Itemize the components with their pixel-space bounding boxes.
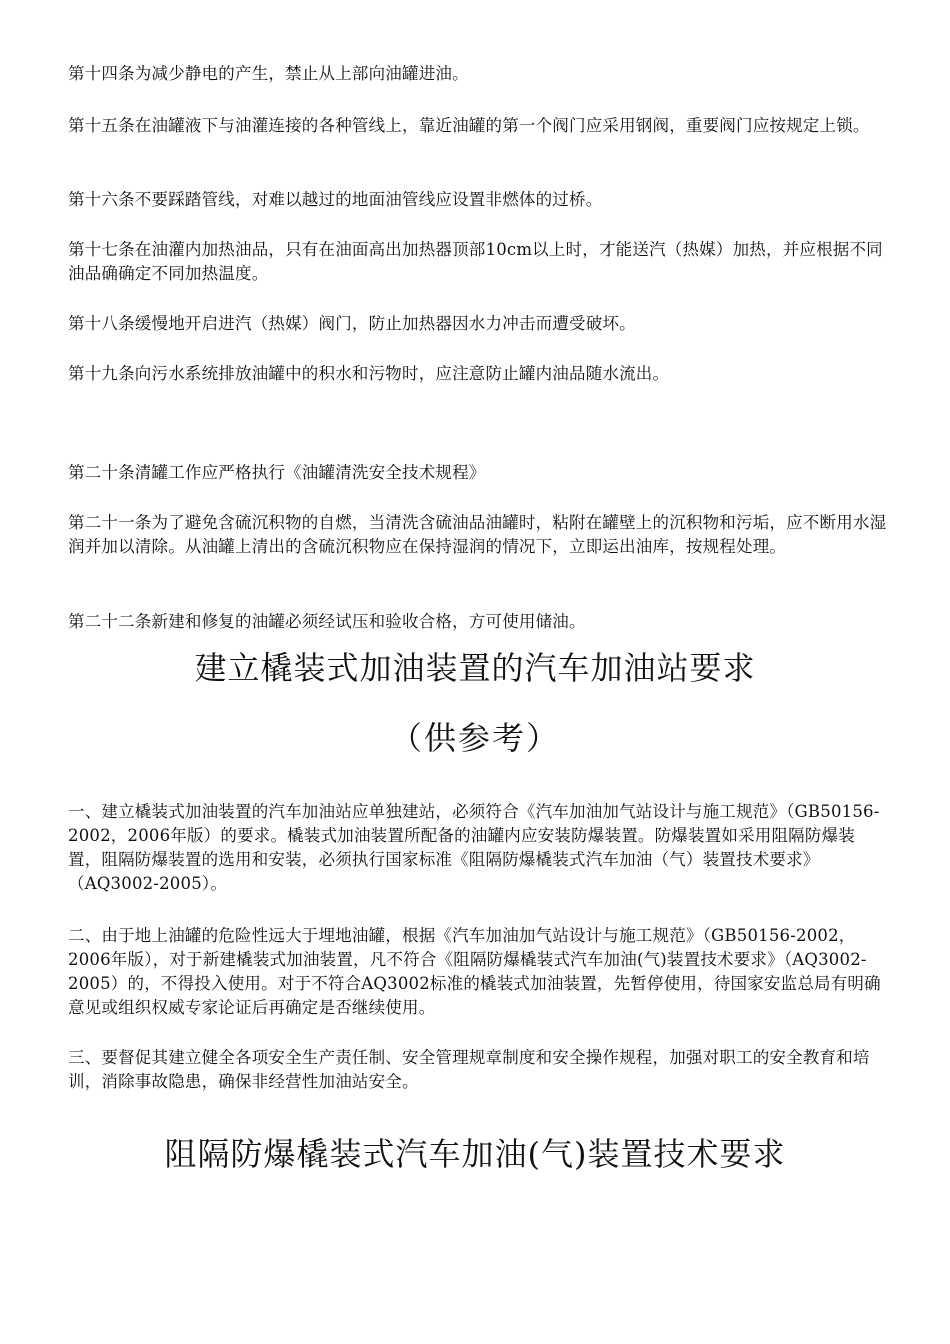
requirement-2: 二、由于地上油罐的危险性远大于埋地油罐，根据《汽车加油加气站设计与施工规范》（GB50156-2002，2006年版），对于新建橇装式加油装置，凡不符合《阻隔防爆橇装式汽车加油(气)装置技术要求》（AQ3002-2005）的，不得投入使用。对于不符合AQ3002标准的橇装式加油装置，先暂停使用，待国家安监总局有明确意见或组织权威专家论证后再确定是否继续使用。	[68, 926, 881, 1017]
final-title: 阻隔防爆橇装式汽车加油(气)装置技术要求	[164, 1135, 786, 1173]
article-22: 第二十二条新建和修复的油罐必须经试压和验收合格，方可使用储油。	[68, 612, 586, 631]
requirement-3: 三、要督促其建立健全各项安全生产责任制、安全管理规章制度和安全操作规程，加强对职工的安全教育和培训，消除事故隐患，确保非经营性加油站安全。	[68, 1048, 870, 1091]
article-17: 第十七条在油灌内加热油品，只有在油面高出加热器顶部10cm以上时，才能送汽（热媒）加热，并应根据不同油品确确定不同加热温度。	[68, 240, 883, 283]
article-18: 第十八条缓慢地开启进汽（热媒）阀门，防止加热器因水力冲击而遭受破坏。	[68, 314, 636, 333]
article-19: 第十九条向污水系统排放油罐中的积水和污物时，应注意防止罐内油品随水流出。	[68, 364, 670, 383]
article-20: 第二十条清罐工作应严格执行《油罐清洗安全技术规程》	[68, 463, 486, 482]
article-21: 第二十一条为了避免含硫沉积物的自燃，当清洗含硫油品油罐时，粘附在罐壁上的沉积物和污垢，应不断用水湿润并加以清除。从油罐上清出的含硫沉积物应在保持湿润的情况下，立即运出油库，按规程处理。	[68, 513, 887, 556]
section-title: 建立橇装式加油装置的汽车加油站要求	[194, 649, 756, 687]
article-14: 第十四条为减少静电的产生，禁止从上部向油罐进油。	[68, 64, 469, 83]
article-16: 第十六条不要踩踏管线，对难以越过的地面油管线应设置非燃体的过桥。	[68, 190, 603, 209]
requirement-1: 一、建立橇装式加油装置的汽车加油站应单独建站，必须符合《汽车加油加气站设计与施工规范》（GB50156-2002，2006年版）的要求。橇装式加油装置所配备的油罐内应安装防爆装置。防爆装置如采用阻隔防爆装置，阻隔防爆装置的选用和安装，必须执行国家标准《阻隔防爆橇装式汽车加油（气）装置技术要求》（AQ3002-2005）。	[68, 802, 880, 893]
section-subtitle: （供参考）	[389, 719, 560, 757]
article-15: 第十五条在油罐液下与油灌连接的各种管线上，靠近油罐的第一个阀门应采用钢阀，重要阀门应按规定上锁。	[68, 116, 870, 135]
